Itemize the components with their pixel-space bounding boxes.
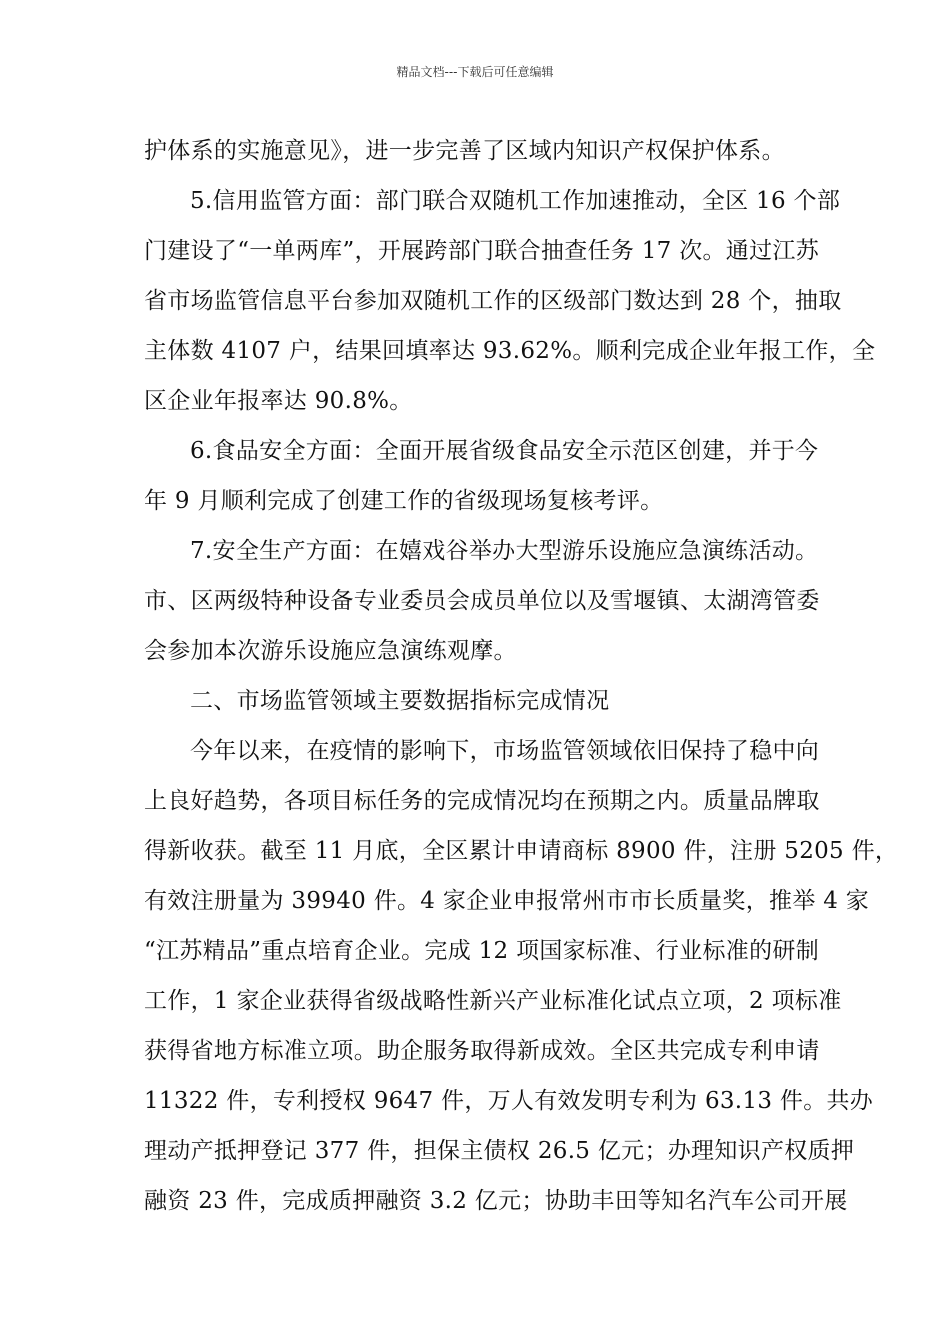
paragraph-start-line: 5.信用监管方面：部门联合双随机工作加速推动，全区 16 个部 (190, 188, 841, 214)
text-line: 工作，1 家企业获得省级战略性新兴产业标准化试点立项，2 项标准 (144, 988, 842, 1014)
paragraph-start-line: 6.食品安全方面：全面开展省级食品安全示范区创建，并于今 (190, 438, 819, 464)
text-line: 获得省地方标准立项。助企服务取得新成效。全区共完成专利申请 (144, 1038, 820, 1064)
text-line: 上良好趋势，各项目标任务的完成情况均在预期之内。质量品牌取 (144, 788, 820, 814)
text-line: 会参加本次游乐设施应急演练观摩。 (144, 638, 517, 664)
text-line: 有效注册量为 39940 件。4 家企业申报常州市市长质量奖，推举 4 家 (144, 888, 870, 914)
paragraph-start-line: 7.安全生产方面：在嬉戏谷举办大型游乐设施应急演练活动。 (190, 538, 819, 564)
paragraph-start-line: 今年以来，在疫情的影响下，市场监管领域依旧保持了稳中向 (190, 738, 820, 764)
text-line: 得新收获。截至 11 月底，全区累计申请商标 8900 件，注册 5205 件， (144, 838, 899, 864)
page-header: 精品文档---下载后可任意编辑 (396, 65, 554, 79)
text-line: 门建设了“一单两库”，开展跨部门联合抽查任务 17 次。通过江苏 (144, 238, 820, 264)
text-line: 主体数 4107 户，结果回填率达 93.62%。顺利完成企业年报工作，全 (144, 338, 876, 364)
text-line: 省市场监管信息平台参加双随机工作的区级部门数达到 28 个，抽取 (144, 288, 842, 314)
text-line: 区企业年报率达 90.8%。 (144, 388, 413, 414)
text-line: “江苏精品”重点培育企业。完成 12 项国家标准、行业标准的研制 (144, 938, 820, 964)
document-body (144, 126, 899, 1226)
text-line: 融资 23 件，完成质押融资 3.2 亿元；协助丰田等知名汽车公司开展 (144, 1188, 848, 1214)
text-line: 护体系的实施意见》，进一步完善了区域内知识产权保护体系。 (144, 138, 785, 164)
section-heading: 二、市场监管领域主要数据指标完成情况 (190, 688, 610, 714)
text-line: 年 9 月顺利完成了创建工作的省级现场复核考评。 (144, 488, 664, 514)
text-line: 理动产抵押登记 377 件，担保主债权 26.5 亿元；办理知识产权质押 (144, 1138, 855, 1164)
text-line: 11322 件，专利授权 9647 件，万人有效发明专利为 63.13 件。共办 (144, 1088, 874, 1114)
text-line: 市、区两级特种设备专业委员会成员单位以及雪堰镇、太湖湾管委 (144, 588, 820, 614)
